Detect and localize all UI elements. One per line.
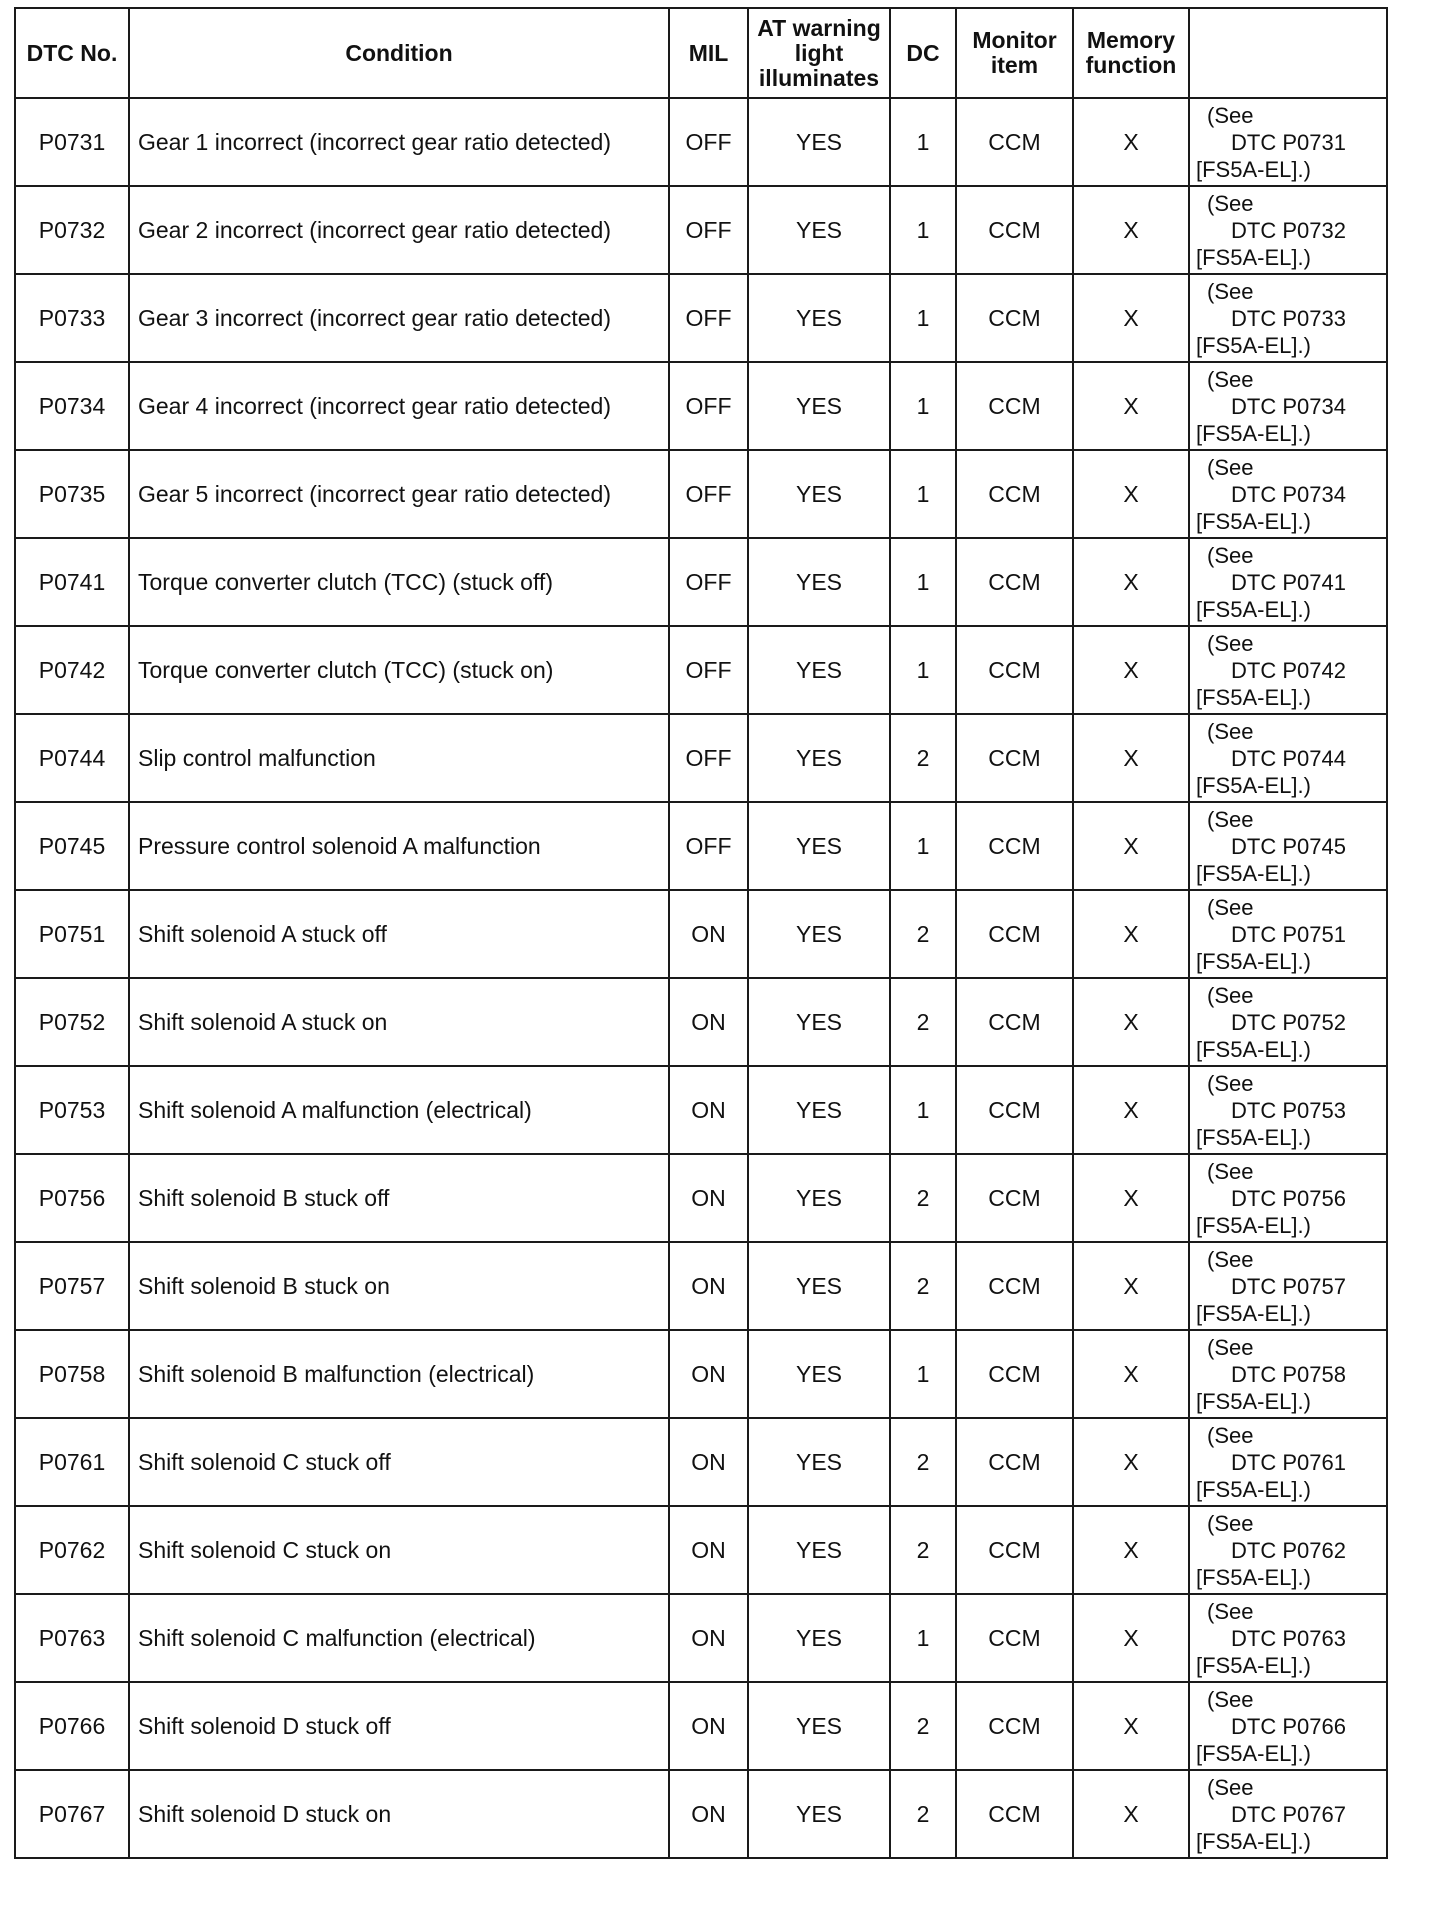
reference-cell	[1189, 186, 1387, 274]
at-warning-cell: YES	[748, 890, 890, 978]
reference-cell	[1189, 538, 1387, 626]
header-dtc-no: DTC No.	[15, 8, 129, 98]
condition-cell: Shift solenoid A malfunction (electrical)	[129, 1066, 669, 1154]
at-warning-cell: YES	[748, 1770, 890, 1858]
dtc-code-cell: P0753	[15, 1066, 129, 1154]
condition-cell: Gear 4 incorrect (incorrect gear ratio detected)	[129, 362, 669, 450]
reference-line: (See	[1207, 542, 1254, 568]
condition-cell: Shift solenoid A stuck off	[129, 890, 669, 978]
reference-line: [FS5A-EL].)	[1196, 420, 1311, 446]
dc-cell: 2	[890, 1154, 956, 1242]
mil-cell: ON	[669, 978, 748, 1066]
condition-cell: Slip control malfunction	[129, 714, 669, 802]
mil-cell: OFF	[669, 186, 748, 274]
reference-line: [FS5A-EL].)	[1196, 156, 1311, 182]
at-warning-cell: YES	[748, 450, 890, 538]
reference-line: (See	[1207, 1510, 1254, 1536]
reference-cell	[1189, 1594, 1387, 1682]
condition-cell: Shift solenoid C malfunction (electrical)	[129, 1594, 669, 1682]
dtc-code-cell: P0751	[15, 890, 129, 978]
mil-cell: OFF	[669, 98, 748, 186]
reference-cell	[1189, 450, 1387, 538]
dtc-code-cell: P0734	[15, 362, 129, 450]
header-dc: DC	[890, 8, 956, 98]
memory-function-cell: X	[1073, 98, 1189, 186]
reference-cell	[1189, 1330, 1387, 1418]
at-warning-cell: YES	[748, 1418, 890, 1506]
reference-cell	[1189, 978, 1387, 1066]
dtc-code-cell: P0745	[15, 802, 129, 890]
dtc-code-cell: P0735	[15, 450, 129, 538]
dc-cell: 2	[890, 1682, 956, 1770]
at-warning-cell: YES	[748, 538, 890, 626]
reference-line: DTC P0732	[1231, 217, 1346, 243]
dc-cell: 2	[890, 1506, 956, 1594]
table-row	[15, 714, 1387, 802]
reference-line: [FS5A-EL].)	[1196, 1036, 1311, 1062]
memory-function-cell: X	[1073, 1418, 1189, 1506]
mil-cell: OFF	[669, 802, 748, 890]
memory-function-cell: X	[1073, 626, 1189, 714]
dc-cell: 1	[890, 186, 956, 274]
table-row	[15, 626, 1387, 714]
at-warning-cell: YES	[748, 362, 890, 450]
reference-line: DTC P0763	[1231, 1625, 1346, 1651]
dtc-code-cell: P0742	[15, 626, 129, 714]
reference-line: (See	[1207, 1422, 1254, 1448]
monitor-item-cell: CCM	[956, 1506, 1073, 1594]
table-row	[15, 98, 1387, 186]
reference-cell	[1189, 1418, 1387, 1506]
memory-function-cell: X	[1073, 1242, 1189, 1330]
monitor-item-cell: CCM	[956, 978, 1073, 1066]
at-warning-cell: YES	[748, 1506, 890, 1594]
dc-cell: 2	[890, 714, 956, 802]
dtc-table	[14, 7, 1388, 1859]
reference-cell	[1189, 1682, 1387, 1770]
reference-cell	[1189, 98, 1387, 186]
reference-line: (See	[1207, 718, 1254, 744]
dc-cell: 1	[890, 362, 956, 450]
dtc-code-cell: P0762	[15, 1506, 129, 1594]
monitor-item-cell: CCM	[956, 1418, 1073, 1506]
reference-line: DTC P0734	[1231, 393, 1346, 419]
reference-line: DTC P0745	[1231, 833, 1346, 859]
dtc-code-cell: P0732	[15, 186, 129, 274]
reference-line: DTC P0741	[1231, 569, 1346, 595]
table-row	[15, 1418, 1387, 1506]
reference-line: [FS5A-EL].)	[1196, 1828, 1311, 1854]
reference-line: (See	[1207, 454, 1254, 480]
reference-line: [FS5A-EL].)	[1196, 332, 1311, 358]
reference-line: [FS5A-EL].)	[1196, 508, 1311, 534]
dtc-code-cell: P0758	[15, 1330, 129, 1418]
table-row	[15, 362, 1387, 450]
dtc-code-cell: P0733	[15, 274, 129, 362]
monitor-item-cell: CCM	[956, 802, 1073, 890]
at-warning-cell: YES	[748, 978, 890, 1066]
condition-cell: Shift solenoid D stuck on	[129, 1770, 669, 1858]
dc-cell: 1	[890, 626, 956, 714]
mil-cell: ON	[669, 1682, 748, 1770]
reference-line: (See	[1207, 1070, 1254, 1096]
mil-cell: OFF	[669, 274, 748, 362]
mil-cell: OFF	[669, 626, 748, 714]
table-row	[15, 1506, 1387, 1594]
memory-function-cell: X	[1073, 1682, 1189, 1770]
mil-cell: OFF	[669, 714, 748, 802]
monitor-item-cell: CCM	[956, 450, 1073, 538]
reference-line: (See	[1207, 806, 1254, 832]
reference-line: DTC P0762	[1231, 1537, 1346, 1563]
mil-cell: ON	[669, 890, 748, 978]
dtc-code-cell: P0741	[15, 538, 129, 626]
table-row	[15, 1242, 1387, 1330]
memory-function-cell: X	[1073, 1330, 1189, 1418]
reference-line: DTC P0757	[1231, 1273, 1346, 1299]
at-warning-cell: YES	[748, 1154, 890, 1242]
condition-cell: Torque converter clutch (TCC) (stuck on)	[129, 626, 669, 714]
at-warning-cell: YES	[748, 714, 890, 802]
dtc-code-cell: P0756	[15, 1154, 129, 1242]
at-warning-cell: YES	[748, 626, 890, 714]
reference-line: (See	[1207, 366, 1254, 392]
table-row	[15, 978, 1387, 1066]
condition-cell: Shift solenoid C stuck off	[129, 1418, 669, 1506]
condition-cell: Torque converter clutch (TCC) (stuck off)	[129, 538, 669, 626]
reference-cell	[1189, 1770, 1387, 1858]
condition-cell: Gear 5 incorrect (incorrect gear ratio detected)	[129, 450, 669, 538]
mil-cell: OFF	[669, 362, 748, 450]
reference-cell	[1189, 802, 1387, 890]
mil-cell: ON	[669, 1154, 748, 1242]
monitor-item-cell: CCM	[956, 1154, 1073, 1242]
condition-cell: Shift solenoid D stuck off	[129, 1682, 669, 1770]
table-row	[15, 802, 1387, 890]
reference-line: (See	[1207, 1686, 1254, 1712]
monitor-item-cell: CCM	[956, 1242, 1073, 1330]
dc-cell: 1	[890, 1594, 956, 1682]
mil-cell: ON	[669, 1594, 748, 1682]
memory-function-cell: X	[1073, 714, 1189, 802]
memory-function-cell: X	[1073, 362, 1189, 450]
reference-line: [FS5A-EL].)	[1196, 596, 1311, 622]
monitor-item-cell: CCM	[956, 1770, 1073, 1858]
dc-cell: 2	[890, 890, 956, 978]
reference-line: (See	[1207, 190, 1254, 216]
reference-line: [FS5A-EL].)	[1196, 1124, 1311, 1150]
at-warning-cell: YES	[748, 802, 890, 890]
at-warning-cell: YES	[748, 1066, 890, 1154]
table-row	[15, 1682, 1387, 1770]
dc-cell: 1	[890, 538, 956, 626]
memory-function-cell: X	[1073, 1770, 1189, 1858]
reference-line: (See	[1207, 982, 1254, 1008]
condition-cell: Shift solenoid A stuck on	[129, 978, 669, 1066]
reference-line: [FS5A-EL].)	[1196, 772, 1311, 798]
reference-line: (See	[1207, 1246, 1254, 1272]
monitor-item-cell: CCM	[956, 1066, 1073, 1154]
dc-cell: 2	[890, 1242, 956, 1330]
dtc-code-cell: P0757	[15, 1242, 129, 1330]
header-monitor-item: Monitor item	[956, 8, 1073, 98]
reference-cell	[1189, 714, 1387, 802]
reference-line: [FS5A-EL].)	[1196, 244, 1311, 270]
reference-line: DTC P0731	[1231, 129, 1346, 155]
header-reference	[1189, 8, 1387, 98]
dc-cell: 1	[890, 274, 956, 362]
header-mil: MIL	[669, 8, 748, 98]
condition-cell: Shift solenoid B malfunction (electrical)	[129, 1330, 669, 1418]
reference-line: [FS5A-EL].)	[1196, 1740, 1311, 1766]
reference-line: [FS5A-EL].)	[1196, 1388, 1311, 1414]
condition-cell: Gear 1 incorrect (incorrect gear ratio detected)	[129, 98, 669, 186]
reference-line: [FS5A-EL].)	[1196, 1476, 1311, 1502]
reference-line: (See	[1207, 278, 1254, 304]
reference-line: [FS5A-EL].)	[1196, 1300, 1311, 1326]
at-warning-cell: YES	[748, 1242, 890, 1330]
reference-line: DTC P0744	[1231, 745, 1346, 771]
header-memory-function: Memory function	[1073, 8, 1189, 98]
table-row	[15, 538, 1387, 626]
table-row	[15, 1594, 1387, 1682]
dtc-code-cell: P0752	[15, 978, 129, 1066]
at-warning-cell: YES	[748, 186, 890, 274]
dc-cell: 1	[890, 1330, 956, 1418]
reference-line: DTC P0761	[1231, 1449, 1346, 1475]
reference-line: (See	[1207, 102, 1254, 128]
reference-line: DTC P0752	[1231, 1009, 1346, 1035]
reference-line: DTC P0767	[1231, 1801, 1346, 1827]
reference-line: DTC P0751	[1231, 921, 1346, 947]
memory-function-cell: X	[1073, 1506, 1189, 1594]
reference-cell	[1189, 1242, 1387, 1330]
reference-cell	[1189, 1506, 1387, 1594]
reference-cell	[1189, 274, 1387, 362]
reference-cell	[1189, 362, 1387, 450]
table-row	[15, 1770, 1387, 1858]
condition-cell: Gear 2 incorrect (incorrect gear ratio detected)	[129, 186, 669, 274]
at-warning-cell: YES	[748, 1594, 890, 1682]
table-row	[15, 274, 1387, 362]
mil-cell: ON	[669, 1330, 748, 1418]
reference-line: [FS5A-EL].)	[1196, 948, 1311, 974]
dc-cell: 1	[890, 98, 956, 186]
mil-cell: ON	[669, 1770, 748, 1858]
monitor-item-cell: CCM	[956, 714, 1073, 802]
header-at-warning: AT warning light illuminates	[748, 8, 890, 98]
memory-function-cell: X	[1073, 1154, 1189, 1242]
condition-cell: Shift solenoid C stuck on	[129, 1506, 669, 1594]
table-row	[15, 1154, 1387, 1242]
mil-cell: ON	[669, 1506, 748, 1594]
memory-function-cell: X	[1073, 450, 1189, 538]
reference-line: (See	[1207, 894, 1254, 920]
memory-function-cell: X	[1073, 274, 1189, 362]
reference-line: DTC P0734	[1231, 481, 1346, 507]
memory-function-cell: X	[1073, 978, 1189, 1066]
header-condition: Condition	[129, 8, 669, 98]
condition-cell: Pressure control solenoid A malfunction	[129, 802, 669, 890]
dc-cell: 1	[890, 1066, 956, 1154]
mil-cell: ON	[669, 1066, 748, 1154]
dc-cell: 2	[890, 1418, 956, 1506]
monitor-item-cell: CCM	[956, 274, 1073, 362]
condition-cell: Shift solenoid B stuck off	[129, 1154, 669, 1242]
reference-line: DTC P0766	[1231, 1713, 1346, 1739]
table-header-row	[15, 8, 1387, 98]
reference-line: (See	[1207, 1598, 1254, 1624]
monitor-item-cell: CCM	[956, 538, 1073, 626]
monitor-item-cell: CCM	[956, 186, 1073, 274]
dtc-code-cell: P0767	[15, 1770, 129, 1858]
dtc-code-cell: P0761	[15, 1418, 129, 1506]
reference-line: [FS5A-EL].)	[1196, 860, 1311, 886]
memory-function-cell: X	[1073, 1066, 1189, 1154]
mil-cell: ON	[669, 1418, 748, 1506]
reference-line: (See	[1207, 1158, 1254, 1184]
monitor-item-cell: CCM	[956, 1682, 1073, 1770]
reference-line: DTC P0753	[1231, 1097, 1346, 1123]
reference-cell	[1189, 626, 1387, 714]
reference-line: (See	[1207, 630, 1254, 656]
dc-cell: 2	[890, 978, 956, 1066]
reference-line: (See	[1207, 1774, 1254, 1800]
reference-line: [FS5A-EL].)	[1196, 1564, 1311, 1590]
mil-cell: OFF	[669, 450, 748, 538]
monitor-item-cell: CCM	[956, 362, 1073, 450]
table-row	[15, 1066, 1387, 1154]
at-warning-cell: YES	[748, 98, 890, 186]
reference-line: DTC P0733	[1231, 305, 1346, 331]
mil-cell: OFF	[669, 538, 748, 626]
reference-line: [FS5A-EL].)	[1196, 1212, 1311, 1238]
reference-line: (See	[1207, 1334, 1254, 1360]
monitor-item-cell: CCM	[956, 1594, 1073, 1682]
reference-cell	[1189, 1066, 1387, 1154]
monitor-item-cell: CCM	[956, 98, 1073, 186]
dtc-code-cell: P0744	[15, 714, 129, 802]
memory-function-cell: X	[1073, 186, 1189, 274]
dtc-code-cell: P0731	[15, 98, 129, 186]
reference-line: DTC P0758	[1231, 1361, 1346, 1387]
dc-cell: 2	[890, 1770, 956, 1858]
at-warning-cell: YES	[748, 1682, 890, 1770]
reference-cell	[1189, 1154, 1387, 1242]
dc-cell: 1	[890, 450, 956, 538]
at-warning-cell: YES	[748, 1330, 890, 1418]
reference-line: [FS5A-EL].)	[1196, 684, 1311, 710]
table-row	[15, 890, 1387, 978]
monitor-item-cell: CCM	[956, 626, 1073, 714]
monitor-item-cell: CCM	[956, 1330, 1073, 1418]
memory-function-cell: X	[1073, 1594, 1189, 1682]
memory-function-cell: X	[1073, 802, 1189, 890]
at-warning-cell: YES	[748, 274, 890, 362]
table-row	[15, 186, 1387, 274]
table-row	[15, 450, 1387, 538]
table-row	[15, 1330, 1387, 1418]
dc-cell: 1	[890, 802, 956, 890]
dtc-code-cell: P0763	[15, 1594, 129, 1682]
monitor-item-cell: CCM	[956, 890, 1073, 978]
memory-function-cell: X	[1073, 538, 1189, 626]
reference-cell	[1189, 890, 1387, 978]
memory-function-cell: X	[1073, 890, 1189, 978]
mil-cell: ON	[669, 1242, 748, 1330]
condition-cell: Shift solenoid B stuck on	[129, 1242, 669, 1330]
dtc-code-cell: P0766	[15, 1682, 129, 1770]
condition-cell: Gear 3 incorrect (incorrect gear ratio detected)	[129, 274, 669, 362]
reference-line: [FS5A-EL].)	[1196, 1652, 1311, 1678]
reference-line: DTC P0742	[1231, 657, 1346, 683]
reference-line: DTC P0756	[1231, 1185, 1346, 1211]
